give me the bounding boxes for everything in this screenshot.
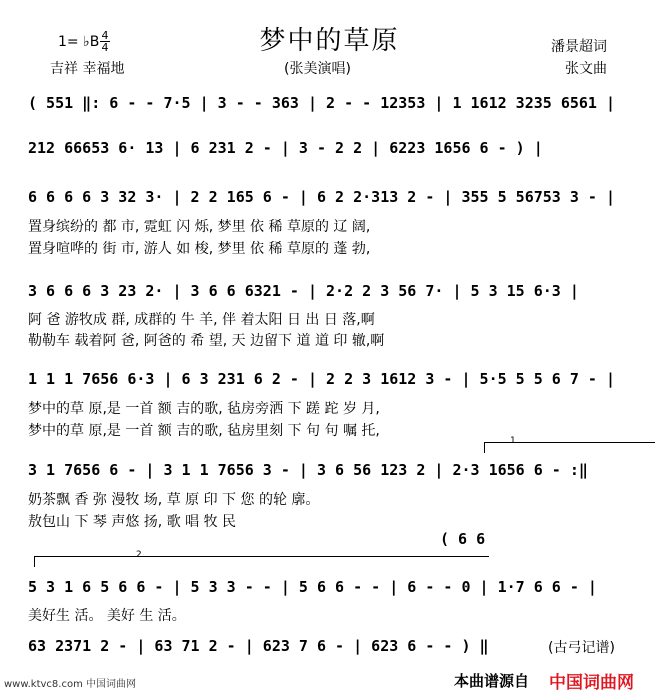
time-bottom: 4	[101, 41, 109, 54]
lyric-line-5b: 梦中的草 原,是 一首 额 吉的歌, 毡房里刻 下 句 句 嘱 托,	[28, 423, 380, 439]
score-line-8: 63 2371 2 - | 63 71 2 - | 623 7 6 - | 623 6 - - ) ‖	[28, 637, 489, 655]
page-title: 梦中的草原	[259, 26, 400, 56]
singer-credit: (张美演唱)	[284, 61, 351, 77]
pickup-notes: ( 6 6	[440, 530, 486, 548]
volta-1-label: 1	[510, 436, 516, 446]
lyric-line-4a: 阿 爸 游牧成 群, 成群的 牛 羊, 伴 着太阳 日 出 日 落,啊	[28, 312, 375, 328]
lyric-line-7a: 美好生 活。 美好 生 活。	[28, 608, 186, 624]
score-line-5: 1 1 1 7656 6·3 | 6 3 231 6 2 - | 2 2 3 1612 3 - | 5·5 5 5 6 7 - |	[28, 370, 615, 388]
volta-2-label: 2	[136, 550, 142, 560]
lyric-line-3a: 置身缤纷的 都 市, 霓虹 闪 烁, 梦里 依 稀 草原的 辽 阔,	[28, 219, 371, 235]
lyric-line-6b: 敖包山 下 琴 声悠 扬, 歌 唱 牧 民	[28, 514, 237, 530]
lyricist-credit: 潘景超词	[551, 39, 607, 55]
score-line-7: 5 3 1 6 5 6 6 - | 5 3 3 - - | 5 6 6 - - | 6 - - 0 | 1·7 6 6 - |	[28, 578, 597, 596]
notation-credit: (古弓记谱)	[548, 640, 615, 656]
volta-bracket-2	[34, 556, 489, 567]
time-top: 4	[101, 29, 109, 42]
style-marking: 吉祥 幸福地	[50, 61, 125, 77]
source-label: 本曲谱源自	[454, 672, 530, 690]
lyric-line-6a: 奶茶飘 香 弥 漫牧 场, 草 原 印 下 您 的轮 廓。	[28, 492, 320, 508]
score-line-2: 212 66653 6· 13 | 6 231 2 - | 3 - 2 2 | 6223 1656 6 - ) |	[28, 139, 543, 157]
score-line-3: 6 6 6 6 3 32 3· | 2 2 165 6 - | 6 2 2·313 2 - | 355 5 56753 3 - |	[28, 188, 615, 206]
brand-logo-text[interactable]: 中国词曲网	[549, 673, 634, 693]
score-line-4: 3 6 6 6 3 23 2· | 3 6 6 6321 - | 2·2 2 3 56 7· | 5 3 15 6·3 |	[28, 282, 579, 300]
time-signature	[100, 30, 110, 53]
score-line-1: ( 551 ‖: 6 - - 7·5 | 3 - - 363 | 2 - - 12353 | 1 1612 3235 6561 |	[28, 94, 615, 112]
lyric-line-4b: 勒勒车 载着阿 爸, 阿爸的 希 望, 天 边留下 道 道 印 辙,啊	[28, 333, 385, 349]
score-line-6: 3 1 7656 6 - | 3 1 1 7656 3 - | 3 6 56 123 2 | 2·3 1656 6 - :‖	[28, 461, 588, 479]
lyric-line-3b: 置身喧哗的 街 市, 游人 如 梭, 梦里 依 稀 草原的 蓬 勃,	[28, 241, 371, 257]
key-signature: 1= ♭B	[58, 34, 100, 50]
site-url[interactable]: www.ktvc8.com 中国词曲网	[4, 679, 137, 690]
lyric-line-5a: 梦中的草 原,是 一首 额 吉的歌, 毡房旁洒 下 蹉 跎 岁 月,	[28, 401, 380, 417]
composer-credit: 张文曲	[565, 61, 607, 77]
